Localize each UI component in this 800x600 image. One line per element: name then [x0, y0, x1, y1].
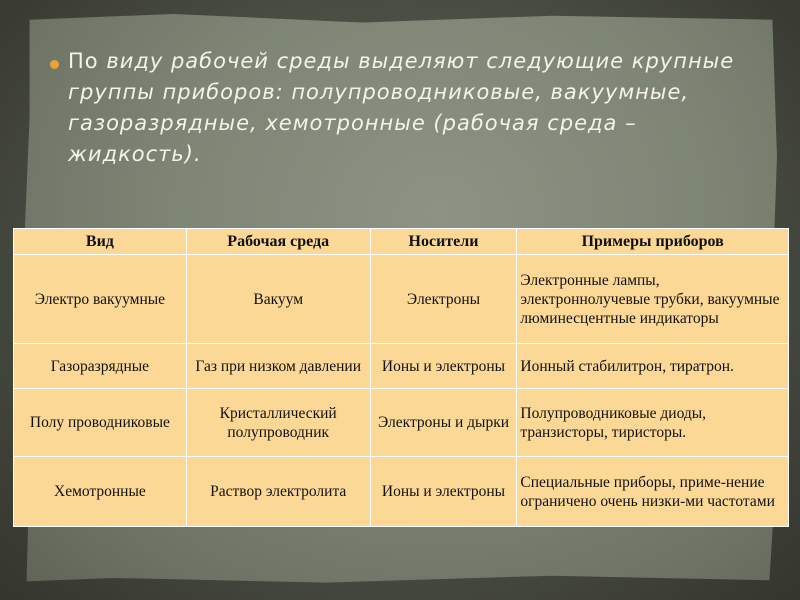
cell-type: Хемотронные: [14, 457, 187, 527]
cell-medium: Кристаллический полупроводник: [186, 389, 370, 457]
header-examples: Примеры приборов: [517, 229, 789, 255]
header-medium: Рабочая среда: [186, 229, 370, 255]
bullet-text: [68, 46, 750, 170]
cell-carriers: Ионы и электроны: [370, 344, 517, 389]
table-header-row: [14, 229, 789, 255]
table-row: [14, 344, 789, 389]
cell-medium: Газ при низком давлении: [186, 344, 370, 389]
cell-type: Электро вакуумные: [14, 255, 187, 344]
cell-carriers: Электроны: [370, 255, 517, 344]
bullet-body-text: виду рабочей среды выделяют следующие крупные группы приборов: полупроводниковые, вакуумные, газоразрядные, хемотронные (рабочая среда – жидкость).: [68, 49, 735, 166]
cell-carriers: Электроны и дырки: [370, 389, 517, 457]
cell-examples: Ионный стабилитрон, тиратрон.: [517, 344, 789, 389]
cell-examples: Электронные лампы, электроннолучевые трубки, вакуумные люминесцентные индикаторы: [517, 255, 789, 344]
table-row: [14, 389, 789, 457]
cell-medium: Раствор электролита: [186, 457, 370, 527]
header-carriers: Носители: [370, 229, 517, 255]
bullet-paragraph: [50, 46, 750, 170]
table-row: [14, 255, 789, 344]
cell-carriers: Ионы и электроны: [370, 457, 517, 527]
cell-medium: Вакуум: [186, 255, 370, 344]
header-type: Вид: [14, 229, 187, 255]
bullet-lead-text: По: [68, 49, 107, 73]
cell-examples: Специальные приборы, приме-нение ограничено очень низки-ми частотами: [517, 457, 789, 527]
bullet-dot-icon: [50, 60, 59, 69]
cell-type: Газоразрядные: [14, 344, 187, 389]
cell-type: Полу проводниковые: [14, 389, 187, 457]
cell-examples: Полупроводниковые диоды, транзисторы, тиристоры.: [517, 389, 789, 457]
table-row: [14, 457, 789, 527]
device-classification-table: [13, 228, 789, 527]
